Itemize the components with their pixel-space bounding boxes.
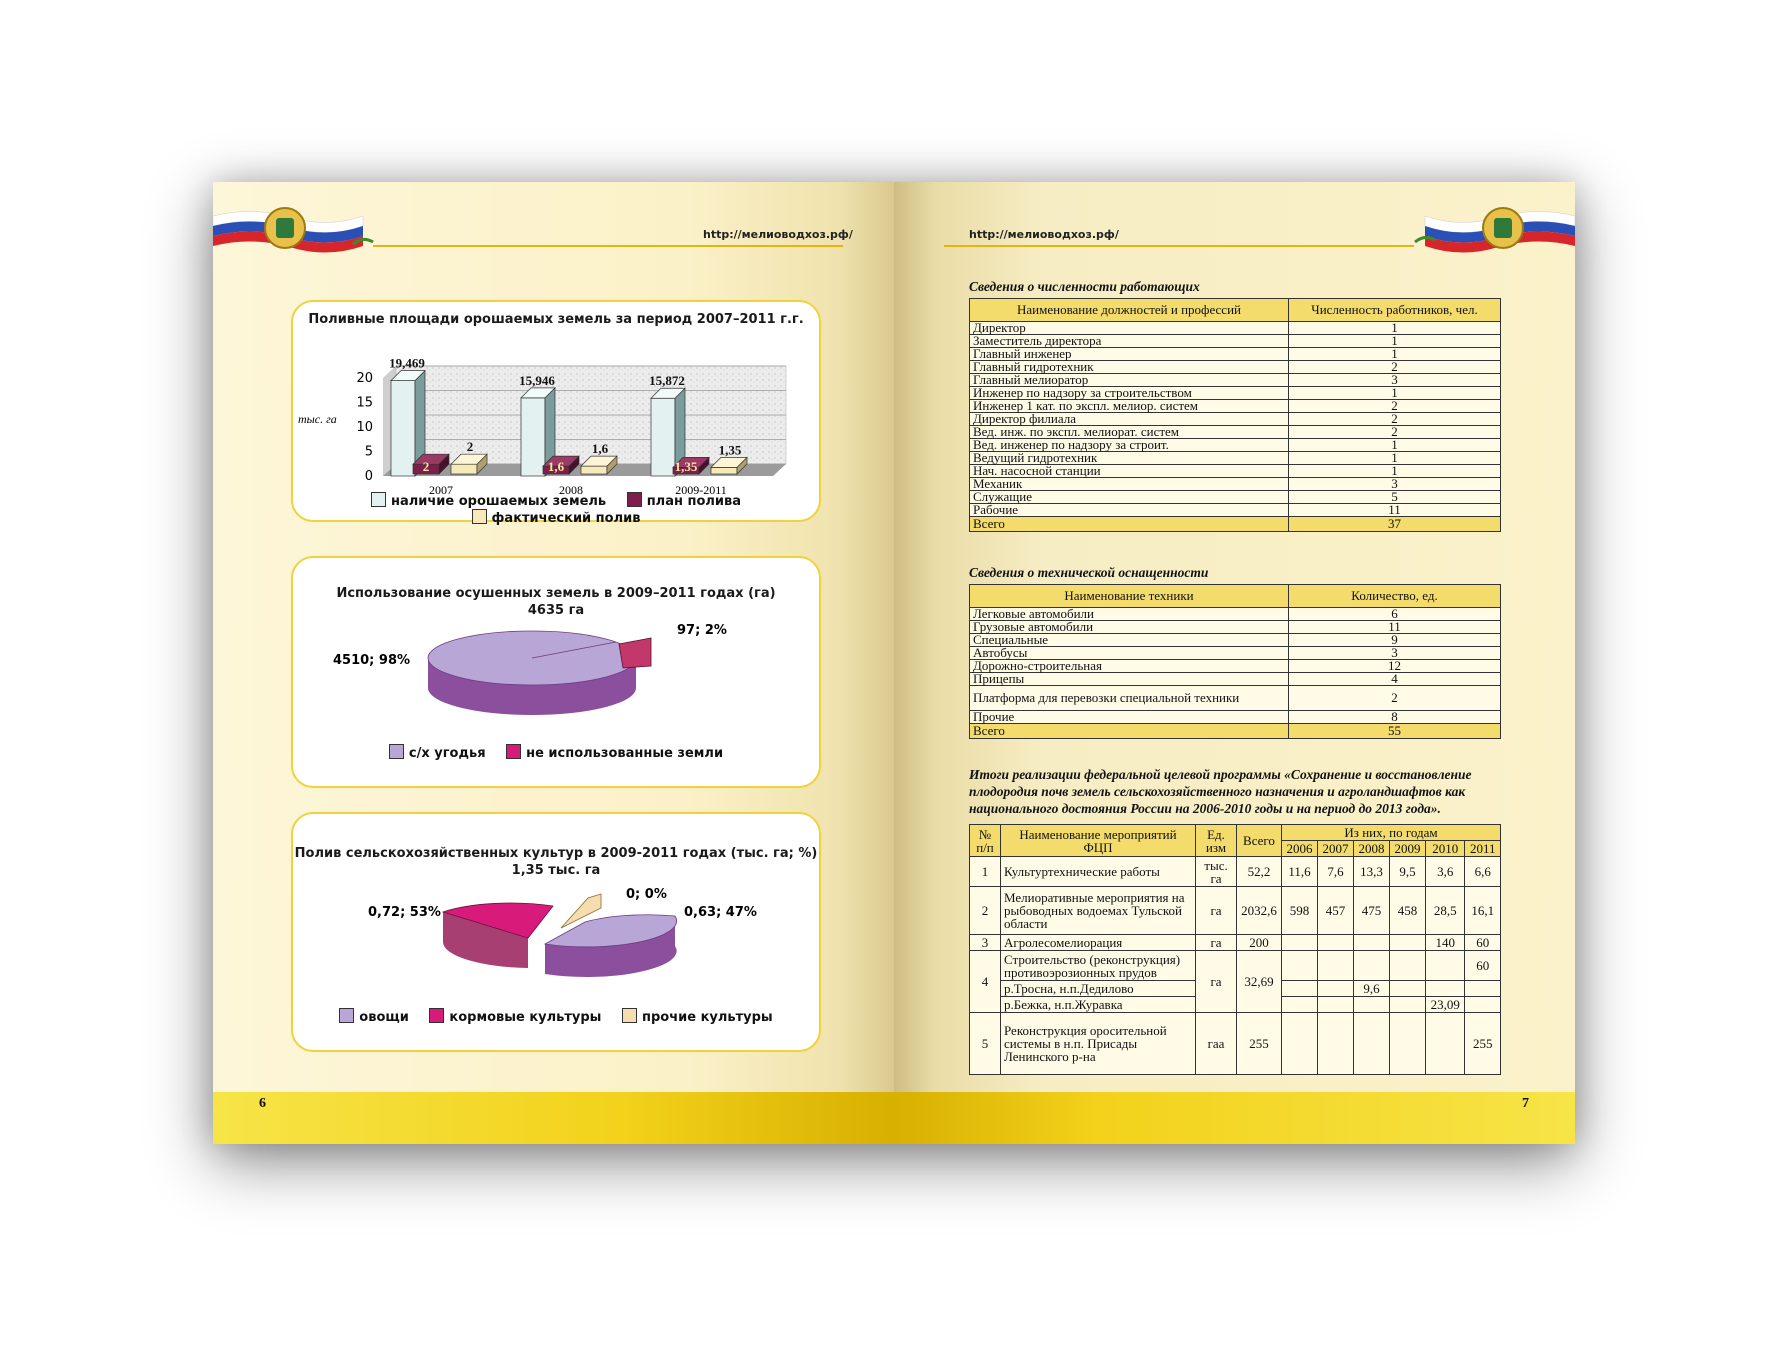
legend-swatch (429, 1008, 444, 1023)
column-header-years: Из них, по годам (1282, 825, 1501, 841)
y-tick-label: 15 (356, 395, 373, 411)
crops-chart-title: Полив сельскохозяйственных культур в 2009-2011 годах (тыс. га; %) (294, 846, 818, 861)
y-tick-label: 10 (356, 420, 373, 435)
legend-swatch (371, 492, 386, 507)
table-cell: 1 (1289, 439, 1501, 452)
pie-slice-unused (619, 638, 651, 668)
table-cell: 6 (1289, 608, 1501, 621)
drained-chart-subtitle: 4635 га (527, 603, 585, 618)
table-cell: Грузовые автомобили (970, 621, 1289, 634)
bar-data-label: 15,946 (519, 372, 555, 388)
bar-data-label: 1,6 (547, 459, 565, 474)
table-cell: Главный гидротехник (970, 361, 1289, 374)
column-header-unit: Ед. изм (1196, 825, 1237, 857)
table-row (970, 478, 1501, 491)
table-cell (1353, 951, 1389, 981)
y-tick-label: 5 (364, 444, 373, 460)
table-cell: 2 (1289, 361, 1501, 374)
table-cell: тыс. га (1196, 857, 1237, 887)
table-row (970, 951, 1501, 981)
table-cell: 3 (970, 935, 1001, 951)
table-cell (1282, 981, 1318, 997)
table-cell: Специальные (970, 634, 1289, 647)
table-cell: р.Бежка, н.п.Журавка (1001, 997, 1196, 1013)
table-cell (1389, 935, 1425, 951)
table-cell: Рабочие (970, 504, 1289, 517)
label-other: 0; 0% (626, 887, 667, 902)
legend-label: овощи (359, 1010, 409, 1025)
column-header-year: 2008 (1353, 841, 1389, 857)
table-cell: 1 (1289, 348, 1501, 361)
crops-panel (291, 812, 821, 1052)
table-row (970, 465, 1501, 478)
table-cell: 1 (970, 857, 1001, 887)
table-cell (1425, 1013, 1465, 1075)
table-row (970, 857, 1501, 887)
drained-pie-chart (293, 624, 819, 754)
legend-label: фактический полив (491, 511, 641, 526)
header-url[interactable]: http://мелиоводхоз.рф/ (703, 228, 853, 241)
legend-item-other (622, 1008, 773, 1025)
table-cell (1317, 981, 1353, 997)
table-cell: 37 (1289, 517, 1501, 532)
legend-item-plan (627, 492, 741, 509)
table-cell: 3 (1289, 647, 1501, 660)
table-cell: 60 (1465, 935, 1501, 951)
legend-swatch (622, 1008, 637, 1023)
column-header-year: 2011 (1465, 841, 1501, 857)
column-header: Наименование должностей и профессий (970, 299, 1289, 322)
table-cell (1282, 935, 1318, 951)
table-cell: 9,6 (1353, 981, 1389, 997)
label-agri: 4510; 98% (333, 653, 411, 668)
legend-swatch (506, 744, 521, 759)
table-cell (1317, 951, 1353, 981)
table-cell: Главный мелиоратор (970, 374, 1289, 387)
column-header-year: 2007 (1317, 841, 1353, 857)
table-cell: 1 (1289, 452, 1501, 465)
table-cell (1282, 997, 1318, 1013)
legend-label: план полива (646, 494, 742, 509)
legend-item-irrigated (371, 492, 606, 509)
table-cell (1425, 951, 1465, 981)
table-cell: Директор (970, 322, 1289, 335)
bar-data-label: 1,6 (591, 441, 609, 457)
bar-chart-legend (293, 492, 819, 526)
table-cell: Ведущий гидротехник (970, 452, 1289, 465)
bar-chart-panel (291, 300, 821, 526)
equipment-table (969, 584, 1501, 739)
table-cell: 3 (1289, 374, 1501, 387)
table-cell: 2 (1289, 413, 1501, 426)
y-tick-label: 20 (356, 371, 373, 386)
right-footer-band (894, 1092, 1575, 1144)
bar-data-label: 2 (422, 459, 430, 474)
y-tick-label: 0 (364, 469, 373, 484)
column-header-total: Всего (1237, 825, 1282, 857)
table-cell: 16,1 (1465, 887, 1501, 935)
booklet-spread (213, 182, 1575, 1144)
table-cell: 9,5 (1389, 857, 1425, 887)
table-cell: 457 (1317, 887, 1353, 935)
table-cell: 1 (1289, 465, 1501, 478)
table-cell (1389, 1013, 1425, 1075)
table-cell: Мелиоративные мероприятия на рыбоводных водоемах Тульской области (1001, 887, 1196, 935)
label-fodder: 0,72; 53% (368, 905, 441, 920)
table-cell: 1 (1289, 387, 1501, 400)
table-cell: 598 (1282, 887, 1318, 935)
table-cell: Культуртехнические работы (1001, 857, 1196, 887)
table-cell: Инженер по надзору за строительством (970, 387, 1289, 400)
legend-swatch (339, 1008, 354, 1023)
label-unused: 97; 2% (677, 624, 727, 638)
table-cell: 2 (1289, 686, 1501, 711)
table-cell: 13,3 (1353, 857, 1389, 887)
table-cell: 11 (1289, 621, 1501, 634)
table-cell: 458 (1389, 887, 1425, 935)
table-cell: р.Тросна, н.п.Дедилово (1001, 981, 1196, 997)
table-cell: 140 (1425, 935, 1465, 951)
table-cell: 32,69 (1237, 951, 1282, 1013)
table-cell: Автобусы (970, 647, 1289, 660)
table-cell: 200 (1237, 935, 1282, 951)
table-cell (1317, 1013, 1353, 1075)
legend-label: наличие орошаемых земель (390, 494, 607, 509)
table-cell: 55 (1289, 724, 1501, 739)
column-header: Количество, ед. (1289, 585, 1501, 608)
table-total-row (970, 724, 1501, 739)
legend-item-actual (472, 509, 641, 526)
table-cell: Прицепы (970, 673, 1289, 686)
table-cell: 5 (1289, 491, 1501, 504)
table-cell: 7,6 (1317, 857, 1353, 887)
table-cell: Всего (970, 724, 1289, 739)
table-total-row (970, 517, 1501, 532)
table-row (970, 1013, 1501, 1075)
table-cell: 6,6 (1465, 857, 1501, 887)
table-cell: 11,6 (1282, 857, 1318, 887)
crops-pie-chart (293, 886, 819, 1006)
table-cell (1317, 935, 1353, 951)
right-page (894, 182, 1575, 1144)
table-cell: 8 (1289, 711, 1501, 724)
table-cell: 3 (1289, 478, 1501, 491)
column-header: Численность работников, чел. (1289, 299, 1501, 322)
table-cell: 1 (1289, 335, 1501, 348)
x-tick-label: 2007 (429, 483, 453, 494)
staff-table (969, 298, 1501, 532)
table-cell: Агролесомелиорация (1001, 935, 1196, 951)
table-row (970, 634, 1501, 647)
table-cell: 2 (1289, 400, 1501, 413)
table-cell: Дорожно-строительная (970, 660, 1289, 673)
legend-label: с/х угодья (408, 746, 486, 761)
crops-chart-subtitle: 1,35 тыс. га (511, 863, 601, 878)
bar (581, 466, 607, 474)
page-number-left: 6 (259, 1096, 266, 1111)
table-cell: 23,09 (1425, 997, 1465, 1013)
column-header: Наименование техники (970, 585, 1289, 608)
staff-section-title: Сведения о численности работающих (969, 279, 1200, 294)
column-header-name: Наименование мероприятий ФЦП (1001, 825, 1196, 857)
bar-data-label: 1,35 (718, 442, 742, 458)
table-cell (1389, 997, 1425, 1013)
table-row (970, 660, 1501, 673)
table-cell: Легковые автомобили (970, 608, 1289, 621)
table-row (970, 504, 1501, 517)
legend-label: кормовые культуры (449, 1010, 602, 1025)
table-cell: 11 (1289, 504, 1501, 517)
column-header-year: 2009 (1389, 841, 1425, 857)
table-cell: 2 (970, 887, 1001, 935)
legend-item-vegetables (339, 1008, 409, 1025)
crops-chart-legend (293, 1008, 819, 1025)
table-cell: Главный инженер (970, 348, 1289, 361)
table-cell (1353, 1013, 1389, 1075)
y-axis-unit: тыс. га (298, 412, 337, 426)
legend-item-unused (506, 744, 723, 761)
table-cell (1282, 1013, 1318, 1075)
table-cell: 5 (970, 1013, 1001, 1075)
table-row (970, 711, 1501, 724)
left-page (213, 182, 894, 1144)
table-cell: 9 (1289, 634, 1501, 647)
program-table (969, 824, 1501, 1075)
column-header-num: № п/п (970, 825, 1001, 857)
header-line (373, 245, 843, 247)
table-row (970, 621, 1501, 634)
table-cell: гаа (1196, 1013, 1237, 1075)
table-cell: га (1196, 951, 1237, 1013)
header-line (944, 245, 1414, 247)
table-row (970, 686, 1501, 711)
table-cell: 475 (1353, 887, 1389, 935)
drained-chart-title: Использование осушенных земель в 2009–2011 годах (га) (336, 586, 776, 601)
table-cell: 255 (1465, 1013, 1501, 1075)
flag-emblem-icon (1405, 204, 1575, 254)
table-row (970, 491, 1501, 504)
table-cell: 255 (1237, 1013, 1282, 1075)
table-row (970, 673, 1501, 686)
bar (391, 381, 415, 476)
table-row (970, 887, 1501, 935)
y-axis (356, 371, 373, 484)
table-cell (1317, 997, 1353, 1013)
bar-chart (293, 324, 819, 494)
bar (711, 467, 737, 474)
table-cell: 1 (1289, 322, 1501, 335)
table-row (970, 935, 1501, 951)
table-cell: Платформа для перевозки специальной техники (970, 686, 1289, 711)
left-footer-band (213, 1092, 894, 1144)
table-cell: Вед. инж. по экспл. мелиорат. систем (970, 426, 1289, 439)
table-cell: га (1196, 887, 1237, 935)
table-cell: Заместитель директора (970, 335, 1289, 348)
bar (521, 398, 545, 476)
header-url[interactable]: http://мелиоводхоз.рф/ (969, 228, 1119, 241)
bar-data-label: 15,872 (649, 373, 685, 389)
legend-swatch (472, 509, 487, 524)
legend-swatch (389, 744, 404, 759)
table-cell (1353, 997, 1389, 1013)
table-cell: 2032,6 (1237, 887, 1282, 935)
table-cell: Прочие (970, 711, 1289, 724)
table-cell: 28,5 (1425, 887, 1465, 935)
page-number-right: 7 (1522, 1096, 1529, 1111)
x-tick-label: 2009-2011 (675, 483, 727, 494)
table-header-row (970, 585, 1501, 608)
drained-lands-panel (291, 556, 821, 788)
table-cell: га (1196, 935, 1237, 951)
table-cell (1389, 981, 1425, 997)
table-cell (1353, 935, 1389, 951)
table-cell (1425, 981, 1465, 997)
equipment-section-title: Сведения о технической оснащенности (969, 565, 1209, 580)
table-cell: Нач. насосной станции (970, 465, 1289, 478)
bar (651, 398, 675, 476)
bar-data-label: 2 (466, 439, 474, 455)
legend-label: не использованные земли (526, 746, 724, 761)
program-section-title: Итоги реализации федеральной целевой программы «Сохранение и восстановление плодородия почв земель сельскохозяйственного назначения и агроландшафтов как национального достояния России на 2006-2010 годы и на период до 2013 года». (969, 767, 1472, 816)
bar (451, 464, 477, 474)
table-cell: 2 (1289, 426, 1501, 439)
bar-data-label: 1,35 (674, 459, 698, 474)
table-cell: 12 (1289, 660, 1501, 673)
table-cell: Механик (970, 478, 1289, 491)
table-cell (1282, 951, 1318, 981)
table-cell (1465, 997, 1501, 1013)
x-tick-label: 2008 (559, 483, 583, 494)
bar-chart-title: Поливные площади орошаемых земель за период 2007–2011 г.г. (308, 312, 804, 327)
table-cell: 4 (970, 951, 1001, 1013)
table-header-row (970, 299, 1501, 322)
table-cell: 60 (1465, 951, 1501, 981)
label-vegetables: 0,63; 47% (684, 905, 757, 920)
legend-item-agri (389, 744, 486, 761)
legend-label: прочие культуры (641, 1010, 773, 1025)
table-cell: Реконструкция оросительной системы в н.п. Присады Ленинского р-на (1001, 1013, 1196, 1075)
table-cell: 3,6 (1425, 857, 1465, 887)
bar-data-label: 19,469 (389, 355, 425, 371)
table-header-row (970, 825, 1501, 841)
table-cell: Строительство (реконструкция) противоэрозионных прудов (1001, 951, 1196, 981)
flag-emblem-icon (213, 204, 383, 254)
table-cell: Всего (970, 517, 1289, 532)
table-cell: Инженер 1 кат. по экспл. мелиор. систем (970, 400, 1289, 413)
drained-chart-legend (293, 744, 819, 761)
table-cell: Директор филиала (970, 413, 1289, 426)
table-cell: Служащие (970, 491, 1289, 504)
column-header-year: 2010 (1425, 841, 1465, 857)
legend-swatch (627, 492, 642, 507)
table-cell: 4 (1289, 673, 1501, 686)
table-cell (1389, 951, 1425, 981)
table-cell: 52,2 (1237, 857, 1282, 887)
column-header-year: 2006 (1282, 841, 1318, 857)
legend-item-fodder (429, 1008, 601, 1025)
table-cell: Вед. инженер по надзору за строит. (970, 439, 1289, 452)
table-cell (1465, 981, 1501, 997)
